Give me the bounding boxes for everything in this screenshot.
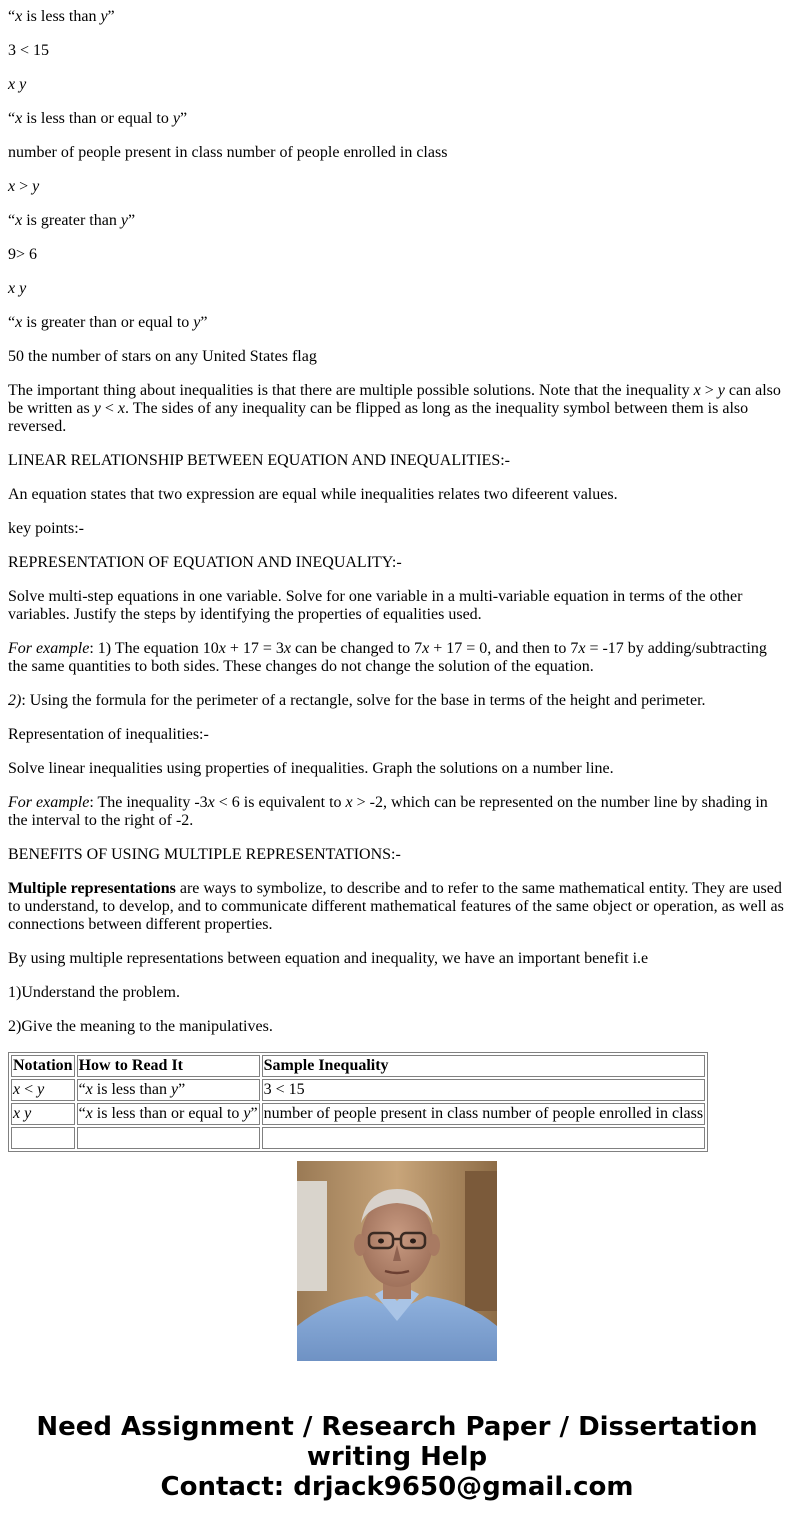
table-header-how-to-read: How to Read It [77,1055,260,1077]
line-greater-than-sample: 9> 6 [8,246,38,263]
author-photo-icon [297,1161,497,1361]
table-row [11,1103,705,1125]
paragraph-benefit: By using multiple representations between equation and inequality, we have an important benefit i.e [8,950,649,967]
heading-benefits: BENEFITS OF USING MULTIPLE REPRESENTATIONS:- [8,846,401,863]
table-cell-sample [262,1127,705,1149]
line-greater-equal-reading: “x is greater than or equal to y” [8,314,208,331]
table-cell-notation: x y [11,1103,75,1125]
line-greater-than-notation: x > y [8,178,40,195]
table-cell-notation: x < y [11,1079,75,1101]
table-cell-sample: number of people present in class number of people enrolled in class [262,1103,705,1125]
heading-representation-inequalities: Representation of inequalities:- [8,726,209,743]
line-less-equal-sample: number of people present in class number of people enrolled in class [8,144,448,161]
line-greater-equal-notation: x y [8,280,27,297]
heading-representation: REPRESENTATION OF EQUATION AND INEQUALITY:- [8,554,402,571]
line-greater-than-reading: “x is greater than y” [8,212,136,229]
line-less-than-sample: 3 < 15 [8,42,50,59]
list-item-understand: 1)Understand the problem. [8,984,180,1001]
table-cell-reading: “x is less than or equal to y” [77,1103,260,1125]
line-less-equal-notation: x y [8,76,27,93]
notation-table-wrapper [8,1052,786,1120]
list-item-manipulatives: 2)Give the meaning to the manipulatives. [8,1018,273,1035]
table-row [11,1127,705,1149]
notation-table [8,1052,708,1152]
table-header-notation: Notation [11,1055,75,1077]
key-points-label: key points:- [8,520,84,537]
promo-banner [0,1412,794,1502]
paragraph-solve-linear: Solve linear inequalities using properties of inequalities. Graph the solutions on a number line. [8,760,614,777]
line-greater-equal-sample: 50 the number of stars on any United States flag [8,348,317,365]
heading-linear-relationship: LINEAR RELATIONSHIP BETWEEN EQUATION AND INEQUALITIES:- [8,452,510,469]
paragraph-multiple-representations: Multiple representations are ways to symbolize, to describe and to refer to the same mathematical entity. They are used to understand, to develop, and to communicate different mathematical features of the same object or operation, as well as connections between different properties. [8,880,784,933]
line-less-equal-reading: “x is less than or equal to y” [8,110,188,127]
table-header-row [11,1055,705,1077]
table-cell-reading: “x is less than y” [77,1079,260,1101]
table-row [11,1079,705,1101]
paragraph-example-3: For example: The inequality -3x < 6 is equivalent to x > -2, which can be represented on the number line by shading in the interval to the right of -2. [8,794,768,829]
promo-contact: Contact: drjack9650@gmail.com [160,1472,634,1502]
article-body [0,8,794,1120]
table-cell-sample: 3 < 15 [262,1079,705,1101]
table-cell-notation [11,1127,75,1149]
table-header-sample: Sample Inequality [262,1055,705,1077]
promo-line-2: writing Help [306,1442,488,1472]
paragraph-inequalities: The important thing about inequalities is that there are multiple possible solutions. Note that the inequality x > y can also be written as y < x. The sides of any inequality can be flipped as long as the inequality symbol between them is also reversed. [8,382,781,435]
paragraph-example-2: 2): Using the formula for the perimeter of a rectangle, solve for the base in terms of the height and perimeter. [8,692,706,709]
paragraph-equation-definition: An equation states that two expression are equal while inequalities relates two difeerent values. [8,486,618,503]
paragraph-example-1: For example: 1) The equation 10x + 17 = 3x can be changed to 7x + 17 = 0, and then to 7x = -17 by adding/subtracting the same quantities to both sides. These changes do not change the solution of the equation. [8,640,767,675]
table-cell-reading [77,1127,260,1149]
paragraph-solve-multi-step: Solve multi-step equations in one variable. Solve for one variable in a multi-variable equation in terms of the other variables. Justify the steps by identifying the properties of equalities used. [8,588,743,623]
promo-line-1: Need Assignment / Research Paper / Dissertation [36,1412,758,1442]
line-less-than-reading: “x is less than y” [8,8,115,25]
author-photo-avatar [297,1161,497,1361]
